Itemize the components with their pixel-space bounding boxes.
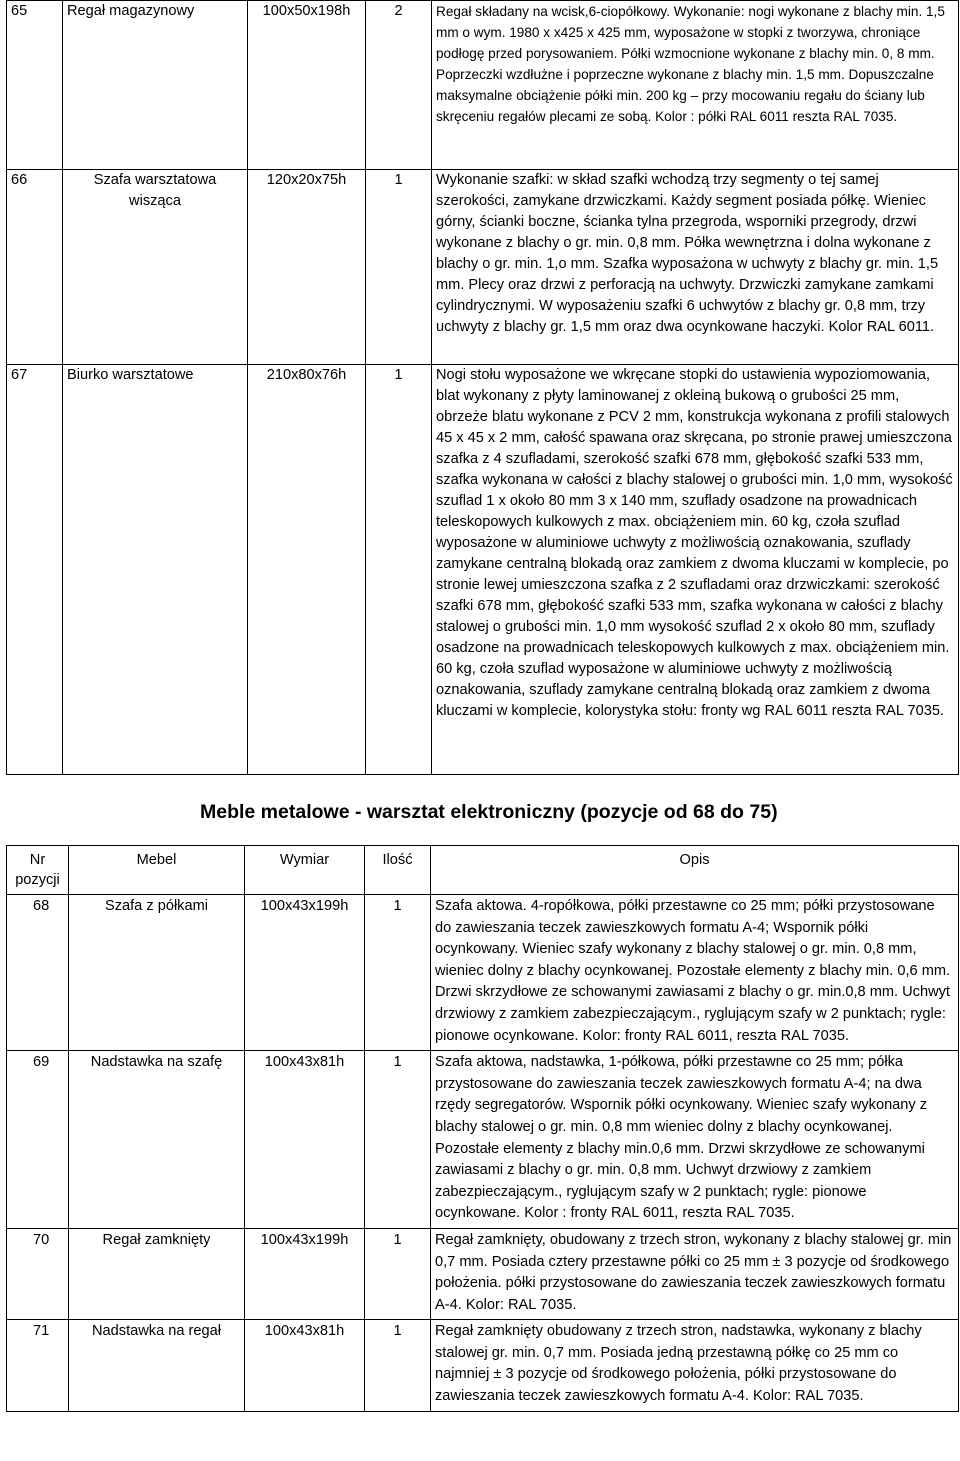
table-row [7,895,959,1051]
item-description: Regał składany na wcisk,6-ciopółkowy. Wykonanie: nogi wykonane z blachy min. 1,5 mm o wym. 1980 x x425 x 425 mm, wyposażone w stopki z tworzywa, chroniące podłogę przed porysowaniem. Półki wzmocnione wykonane z blachy min. 0, 8 mm. Poprzeczki wzdłużne i poprzeczne wykonane z blachy min. 1,5 mm. Dopuszczalne maksymalne obciążenie półki min. 200 kg – przy mocowaniu regału do ściany lub skręceniu regałów plecami ze sobą. Kolor : półki RAL 6011 reszta RAL 7035. [432,1,959,170]
header-name: Mebel [69,846,245,895]
header-quantity: Ilość [365,846,431,895]
item-quantity: 1 [365,1320,431,1411]
item-size: 100x50x198h [248,1,366,170]
item-size: 100x43x81h [245,1320,365,1411]
item-number: 71 [7,1320,69,1411]
section-title: Meble metalowe - warsztat elektroniczny (pozycje od 68 do 75) [200,801,778,823]
spec-table-top [6,0,959,775]
item-name: Nadstawka na regał [69,1320,245,1411]
item-name: Szafa warsztatowa wisząca [63,170,248,365]
spec-table-bottom [6,845,959,1412]
table-row [7,1051,959,1229]
item-quantity: 1 [366,365,432,775]
table-row [7,1228,959,1319]
item-description: Nogi stołu wyposażone we wkręcane stopki do ustawienia wypoziomowania, blat wykonany z płyty laminowanej z okleiną bukową o grubości 25 mm, obrzeże blatu wykonane z PCV 2 mm, konstrukcja wykonana z profili stalowych 45 x 45 x 2 mm, całość spawana oraz skręcana, po stronie prawej umieszczona szafka z 4 szufladami, szerokość szafki 678 mm, głębokość szafki 533 mm, szafka wykonana w całości z blachy stalowej o grubości min. 1,0 mm, wysokość szuflad 1 x około 80 mm 3 x 140 mm, szuflady osadzone na prowadnicach teleskopowych kulkowych z max. obciążeniem min. 60 kg, czoła szuflad wyposażone w aluminiowe uchwyty z możliwością oznakowania, szuflady zamykane centralną blokadą oraz zamkiem z dwoma kluczami w komplecie, po stronie lewej umieszczona szafka z 2 szufladami oraz drzwiczkami: szerokość szafki 678 mm, głębokość szafki 533 mm, szafka wykonana w całości z blachy stalowej o grubości min. 1,0 mm wysokość szuflad 2 x około 80 mm, szuflady osadzone na prowadnicach teleskopowych kulkowych z max. obciążeniem min. 60 kg, czoła szuflad wyposażone w aluminiowe uchwyty z możliwością oznakowania, szuflady zamykane centralną blokadą oraz zamkiem z dwoma kluczami w komplecie, kolorystyka stołu: fronty wg RAL 6011 reszta RAL 7035. [432,365,959,775]
item-quantity: 2 [366,1,432,170]
item-size: 120x20x75h [248,170,366,365]
item-name: Regał zamknięty [69,1228,245,1319]
table-row [7,1320,959,1411]
header-description: Opis [431,846,959,895]
item-size: 100x43x199h [245,895,365,1051]
item-quantity: 1 [365,895,431,1051]
item-description: Szafa aktowa. 4-ropółkowa, półki przestawne co 25 mm; półki przystosowane do zawieszania teczek zawieszkowych formatu A-4; Wspornik półki ocynkowany. Wieniec szafy wykonany z blachy stalowej o gr. min. 0,8 mm, wieniec dolny z blachy ocynkowanej. Pozostałe elementy z blachy min. 0,6 mm. Drzwi skrzydłowe ze schowanymi zawiasami z blachy o gr. min.0,8 mm. Uchwyt drzwiowy z zamkiem zabezpieczającym., ryglującym szafy w 2 punktach; rygle: pionowe ocynkowane. Kolor: fronty RAL 6011, reszta RAL 7035. [431,895,959,1051]
item-number: 66 [7,170,63,365]
item-description: Regał zamknięty, obudowany z trzech stron, wykonany z blachy stalowej gr. min 0,7 mm. Posiada cztery przestawne półki co 25 mm ± 3 pozycje od środkowego położenia. półki przystosowane do zawieszania teczek zawieszkowych formatu A-4. Kolor: RAL 7035. [431,1228,959,1319]
table-row [7,1,959,170]
item-description: Wykonanie szafki: w skład szafki wchodzą trzy segmenty o tej samej szerokości, zamykane drzwiczkami. Każdy segment posiada półkę. Wieniec górny, ścianki boczne, ścianka tylna przegroda, wsporniki przegrody, drzwi wykonane z blachy o gr. min. 0,8 mm. Półka wewnętrzna i dolna wykonane z blachy o gr. min. 1,o mm. Szafka wyposażona w uchwyty z blachy gr. min. 1,5 mm. Plecy oraz drzwi z perforacją na uchwyty. Drzwiczki zamykane zamkami cylindrycznymi. W wyposażeniu szafki 6 uchwytów z blachy gr. 0,8 mm, trzy uchwyty z blachy gr. 1,5 mm oraz dwa ocynkowane haczyki. Kolor RAL 6011. [432,170,959,365]
item-size: 210x80x76h [248,365,366,775]
table-header-row [7,846,959,895]
item-size: 100x43x199h [245,1228,365,1319]
item-description: Szafa aktowa, nadstawka, 1-półkowa, półki przestawne co 25 mm; półka przystosowane do zawieszania teczek zawieszkowych formatu A-4; na dwa rzędy segregatorów. Wspornik półki ocynkowany. Wieniec szafy wykonany z blachy stalowej o gr. min. 0,8 mm wieniec dolny z blachy ocynkowanej. Pozostałe elementy z blachy min.0,6 mm. Drzwi skrzydłowe ze schowanymi zawiasami z blachy o gr. min. 0,8 mm. Uchwyt drzwiowy z zamkiem zabezpieczającym., ryglującym szafy w 2 punktach; rygle: pionowe ocynkowane. Kolor : fronty RAL 6011, reszta RAL 7035. [431,1051,959,1229]
item-name: Biurko warsztatowe [63,365,248,775]
header-nr: Nr pozycji [7,846,69,895]
item-name: Nadstawka na szafę [69,1051,245,1229]
item-number: 68 [7,895,69,1051]
item-quantity: 1 [365,1228,431,1319]
table-row [7,365,959,775]
item-description: Regał zamknięty obudowany z trzech stron, nadstawka, wykonany z blachy stalowej gr. min. 0,7 mm. Posiada jedną przestawną półkę co 25 mm co najmniej ± 3 pozycje od środkowego położenia, półki przystosowane do zawieszania teczek zawieszkowych formatu A-4. Kolor: RAL 7035. [431,1320,959,1411]
item-quantity: 1 [365,1051,431,1229]
item-number: 67 [7,365,63,775]
item-name: Regał magazynowy [63,1,248,170]
item-quantity: 1 [366,170,432,365]
header-size: Wymiar [245,846,365,895]
table-row [7,170,959,365]
item-name: Szafa z półkami [69,895,245,1051]
item-number: 69 [7,1051,69,1229]
item-number: 65 [7,1,63,170]
item-number: 70 [7,1228,69,1319]
item-size: 100x43x81h [245,1051,365,1229]
